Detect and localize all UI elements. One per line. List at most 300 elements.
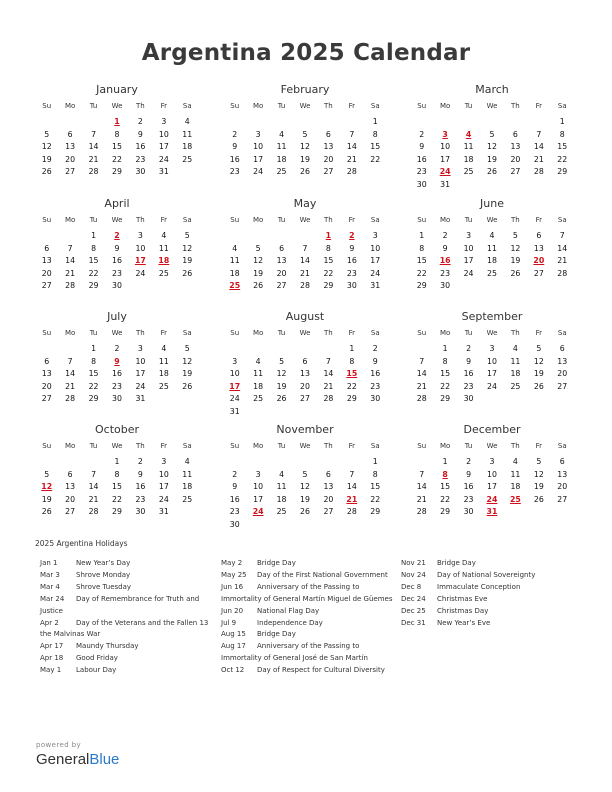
- week-row: [223, 268, 387, 281]
- weekday-label: Th: [511, 329, 520, 337]
- day-cell: 30: [135, 167, 146, 176]
- week-row: [410, 179, 574, 192]
- holiday-day-cell: 4: [465, 129, 472, 139]
- day-cell: 7: [349, 469, 355, 479]
- weekday-header: [223, 214, 387, 227]
- day-cell: 8: [372, 129, 378, 139]
- month-january: [35, 82, 199, 179]
- weekday-label: Sa: [182, 102, 192, 110]
- day-cell: 31: [135, 394, 146, 403]
- holiday-date: Dec 24: [401, 594, 426, 603]
- weekday-label: We: [111, 442, 123, 450]
- day-cell: [223, 343, 246, 356]
- day-cell: 26: [182, 381, 193, 391]
- week-row: [223, 494, 387, 507]
- day-cell: 1: [349, 344, 355, 353]
- weekday-header: [35, 440, 199, 453]
- day-cell: 29: [323, 281, 334, 290]
- day-cell: 6: [559, 344, 565, 353]
- weekday-label: Th: [136, 216, 145, 224]
- weekday-label: We: [299, 216, 311, 224]
- day-cell: 21: [557, 256, 568, 265]
- day-cell: 13: [557, 469, 568, 479]
- day-cell: [551, 506, 574, 519]
- holiday-item: [40, 594, 212, 618]
- day-cell: [527, 393, 550, 406]
- weekday-label: Tu: [464, 102, 473, 110]
- day-cell: 5: [279, 356, 285, 366]
- weekday-label: Mo: [252, 102, 264, 110]
- day-cell: 28: [557, 268, 568, 278]
- weekday-label: Mo: [439, 102, 451, 110]
- week-row: [223, 129, 387, 142]
- day-cell: 14: [88, 142, 99, 151]
- day-cell: 30: [112, 281, 122, 290]
- month-name: March: [475, 83, 509, 96]
- day-cell: 20: [300, 381, 310, 391]
- day-cell: 10: [253, 142, 264, 151]
- day-cell: 27: [557, 494, 568, 504]
- week-row: [35, 356, 199, 369]
- holiday-date: Aug 15: [221, 630, 246, 639]
- weekday-label: Sa: [370, 442, 380, 450]
- day-cell: 17: [158, 142, 169, 151]
- day-cell: 10: [135, 243, 146, 253]
- day-cell: 14: [346, 482, 357, 491]
- day-cell: 1: [442, 457, 448, 466]
- week-row: [410, 268, 574, 281]
- day-cell: 23: [440, 268, 451, 278]
- day-cell: 18: [182, 482, 193, 491]
- day-cell: 11: [276, 142, 287, 151]
- holiday-item: [40, 641, 212, 653]
- day-cell: 5: [489, 129, 495, 139]
- weekday-label: We: [111, 329, 123, 337]
- day-cell: 29: [440, 394, 451, 403]
- day-cell: 16: [135, 482, 146, 491]
- day-cell: 5: [184, 231, 190, 240]
- day-cell: 20: [557, 369, 568, 378]
- month-name: July: [107, 310, 127, 323]
- week-row: [223, 166, 387, 179]
- week-row: [223, 141, 387, 154]
- day-cell: [293, 230, 316, 243]
- day-cell: [270, 519, 293, 532]
- weekday-label: Tu: [464, 329, 473, 337]
- day-cell: [410, 456, 433, 469]
- holiday-day-cell: 17: [134, 256, 146, 265]
- day-cell: 25: [276, 507, 287, 516]
- day-cell: 23: [112, 268, 122, 278]
- day-cell: 16: [229, 154, 240, 164]
- day-cell: 17: [463, 256, 474, 265]
- day-cell: 19: [276, 381, 287, 391]
- month-name: December: [463, 423, 521, 436]
- day-cell: 11: [253, 369, 264, 378]
- holiday-date: Dec 31: [401, 618, 426, 627]
- day-cell: 6: [512, 129, 518, 139]
- day-cell: [293, 343, 316, 356]
- day-cell: [293, 406, 316, 419]
- day-cell: 29: [88, 394, 99, 403]
- day-cell: 19: [300, 494, 310, 504]
- weekday-label: Th: [511, 442, 520, 450]
- day-cell: 13: [533, 243, 544, 253]
- day-cell: 10: [370, 243, 381, 253]
- day-cell: 19: [533, 369, 544, 378]
- weekday-label: Sa: [557, 102, 567, 110]
- day-cell: 9: [114, 243, 120, 253]
- day-cell: 2: [372, 344, 378, 353]
- day-cell: [293, 519, 316, 532]
- week-row: [410, 343, 574, 356]
- week-row: [223, 154, 387, 167]
- weekday-label: We: [299, 442, 311, 450]
- day-cell: 8: [325, 243, 331, 253]
- day-cell: 14: [533, 142, 544, 151]
- week-row: [35, 280, 199, 293]
- day-cell: 19: [41, 154, 52, 164]
- day-cell: 11: [510, 469, 521, 479]
- week-row: [410, 243, 574, 256]
- day-cell: 4: [232, 243, 238, 253]
- day-cell: 6: [559, 457, 565, 466]
- month-name: June: [480, 197, 504, 210]
- month-april: [35, 196, 199, 293]
- day-cell: 29: [557, 167, 568, 176]
- day-cell: 26: [533, 494, 544, 504]
- holiday-item: [40, 558, 212, 570]
- day-cell: 13: [323, 142, 334, 151]
- day-cell: 4: [184, 457, 190, 466]
- day-cell: 29: [416, 281, 427, 290]
- weekday-label: Su: [230, 442, 240, 450]
- weekday-header: [223, 100, 387, 113]
- day-cell: 8: [559, 129, 565, 139]
- weekday-label: Sa: [370, 102, 380, 110]
- holiday-name: Independence Day: [257, 618, 323, 627]
- day-cell: [152, 280, 175, 293]
- holiday-item: [221, 641, 393, 665]
- day-cell: 18: [510, 369, 521, 378]
- holiday-name: Christmas Eve: [437, 594, 488, 603]
- day-cell: 28: [88, 507, 99, 516]
- holiday-item: [40, 665, 212, 677]
- day-cell: 6: [67, 469, 73, 479]
- day-cell: 7: [67, 356, 73, 366]
- weekday-header: [410, 214, 574, 227]
- day-cell: 20: [65, 494, 76, 504]
- weekday-label: Su: [230, 329, 240, 337]
- day-cell: 5: [184, 344, 190, 353]
- day-cell: 21: [65, 268, 76, 278]
- week-row: [35, 129, 199, 142]
- day-cell: 15: [440, 369, 451, 378]
- powered-by-text: powered by: [36, 741, 82, 749]
- day-cell: 8: [91, 243, 97, 253]
- day-cell: 28: [65, 281, 76, 290]
- day-cell: 13: [65, 482, 76, 491]
- holiday-day-cell: 8: [442, 469, 448, 479]
- week-row: [410, 141, 574, 154]
- day-cell: 19: [300, 154, 310, 164]
- day-cell: [223, 116, 246, 129]
- week-row: [410, 116, 574, 129]
- month-name: May: [293, 197, 317, 210]
- day-cell: 19: [182, 256, 193, 265]
- day-cell: [527, 116, 550, 129]
- day-cell: 9: [372, 356, 378, 366]
- day-cell: 30: [112, 394, 122, 403]
- day-cell: 8: [442, 356, 448, 366]
- week-row: [35, 456, 199, 469]
- day-cell: [270, 116, 293, 129]
- holiday-item: [221, 570, 393, 582]
- day-cell: 29: [112, 167, 122, 176]
- day-cell: 17: [158, 482, 169, 491]
- week-row: [410, 356, 574, 369]
- holiday-date: Dec 8: [401, 582, 422, 591]
- week-row: [223, 481, 387, 494]
- day-cell: 27: [65, 507, 76, 516]
- holiday-date: Oct 12: [221, 666, 245, 675]
- day-cell: [58, 456, 81, 469]
- day-cell: 24: [158, 154, 169, 164]
- day-cell: [317, 456, 340, 469]
- day-cell: 6: [302, 356, 308, 366]
- holiday-date: Mar 24: [40, 594, 65, 603]
- weekday-header: [410, 327, 574, 340]
- week-row: [35, 506, 199, 519]
- day-cell: 5: [44, 469, 50, 479]
- day-cell: 3: [137, 344, 143, 353]
- day-cell: [246, 343, 269, 356]
- day-cell: [527, 280, 550, 293]
- week-row: [35, 255, 199, 268]
- holiday-item: [401, 606, 573, 618]
- day-cell: 21: [300, 268, 310, 278]
- holiday-item: [40, 582, 212, 594]
- holiday-date: May 1: [40, 666, 62, 675]
- day-cell: 3: [489, 457, 495, 466]
- day-cell: 8: [349, 356, 355, 366]
- weekday-label: We: [111, 216, 123, 224]
- holiday-name: Labour Day: [76, 666, 117, 675]
- day-cell: 7: [67, 243, 73, 253]
- day-cell: [457, 179, 480, 192]
- day-cell: 21: [416, 381, 427, 391]
- holiday-day-cell: 31: [486, 507, 498, 516]
- holiday-name: New Year’s Eve: [437, 618, 491, 627]
- holiday-day-cell: 2: [114, 231, 120, 240]
- day-cell: 30: [463, 394, 474, 403]
- day-cell: 14: [557, 243, 568, 253]
- month-name: April: [104, 197, 130, 210]
- weekday-label: Mo: [64, 216, 76, 224]
- holiday-name: Anniversary of the Passing to Immortality of General Martín Miguel de Güemes: [221, 582, 393, 603]
- weekday-label: Su: [417, 102, 427, 110]
- day-cell: 18: [276, 154, 287, 164]
- weekday-header: [410, 440, 574, 453]
- week-row: [410, 255, 574, 268]
- day-cell: 10: [253, 482, 264, 491]
- day-cell: [317, 116, 340, 129]
- weekday-label: Sa: [370, 329, 380, 337]
- holiday-day-cell: 12: [41, 482, 53, 491]
- week-row: [410, 506, 574, 519]
- day-cell: 12: [487, 142, 497, 151]
- day-cell: 28: [346, 167, 357, 176]
- day-cell: 23: [463, 381, 474, 391]
- week-row: [35, 469, 199, 482]
- holiday-day-cell: 20: [533, 256, 545, 265]
- holiday-name: Day of Respect for Cultural Diversity: [257, 666, 385, 675]
- day-cell: 1: [91, 344, 97, 353]
- holiday-date: Jun 16: [221, 582, 244, 591]
- weekday-header: [223, 440, 387, 453]
- week-row: [35, 116, 199, 129]
- day-cell: 25: [182, 494, 193, 504]
- week-row: [410, 456, 574, 469]
- weekday-label: Sa: [557, 216, 567, 224]
- weekday-label: Sa: [182, 442, 192, 450]
- day-cell: 25: [182, 154, 193, 164]
- weekday-label: Th: [324, 442, 333, 450]
- day-cell: 9: [137, 129, 143, 139]
- weekday-label: We: [486, 442, 498, 450]
- page-title: Argentina 2025 Calendar: [141, 40, 471, 66]
- day-cell: 12: [300, 482, 310, 491]
- day-cell: 20: [41, 381, 52, 391]
- day-cell: 13: [41, 369, 52, 378]
- day-cell: 22: [88, 381, 99, 391]
- holiday-date: Jul 9: [221, 618, 237, 627]
- day-cell: 21: [346, 154, 357, 164]
- week-row: [410, 368, 574, 381]
- day-cell: 9: [466, 469, 472, 479]
- day-cell: 30: [229, 519, 240, 529]
- week-row: [223, 343, 387, 356]
- month-name: August: [285, 310, 325, 323]
- weekday-label: Fr: [348, 442, 356, 450]
- day-cell: 10: [135, 356, 146, 366]
- holiday-date: May 2: [221, 559, 243, 567]
- day-cell: 7: [349, 129, 355, 139]
- weekday-label: Mo: [439, 216, 451, 224]
- week-row: [410, 154, 574, 167]
- day-cell: 13: [323, 482, 334, 491]
- holiday-day-cell: 25: [509, 494, 521, 504]
- day-cell: 22: [88, 268, 99, 278]
- day-cell: [58, 230, 81, 243]
- week-row: [223, 456, 387, 469]
- holiday-name: Bridge Day: [257, 559, 296, 567]
- month-may: [223, 196, 387, 293]
- day-cell: [480, 116, 503, 129]
- day-cell: 24: [370, 268, 381, 278]
- day-cell: 15: [112, 482, 122, 491]
- day-cell: [270, 230, 293, 243]
- week-row: [223, 368, 387, 381]
- day-cell: 1: [114, 457, 120, 466]
- weekday-label: Tu: [89, 442, 98, 450]
- holidays-column-3: [401, 558, 573, 629]
- day-cell: 9: [419, 142, 425, 151]
- weekday-label: Tu: [277, 442, 286, 450]
- weekday-label: Su: [230, 102, 240, 110]
- day-cell: 23: [229, 507, 240, 516]
- day-cell: [176, 280, 199, 293]
- week-row: [223, 381, 387, 394]
- day-cell: 11: [276, 482, 287, 491]
- week-row: [35, 393, 199, 406]
- holiday-name: Bridge Day: [437, 559, 476, 567]
- day-cell: 1: [372, 457, 378, 466]
- day-cell: [246, 406, 269, 419]
- weekday-label: Tu: [89, 216, 98, 224]
- day-cell: [340, 519, 363, 532]
- holiday-item: [221, 558, 393, 570]
- week-row: [223, 230, 387, 243]
- day-cell: 11: [463, 142, 474, 151]
- week-row: [223, 255, 387, 268]
- day-cell: 18: [510, 482, 521, 491]
- day-cell: [58, 343, 81, 356]
- holiday-date: Apr 18: [40, 654, 64, 663]
- day-cell: 24: [463, 268, 474, 278]
- weekday-label: Fr: [160, 442, 168, 450]
- day-cell: 28: [65, 394, 76, 403]
- day-cell: 30: [135, 507, 146, 516]
- day-cell: 2: [114, 344, 120, 353]
- day-cell: 27: [65, 167, 76, 176]
- day-cell: 25: [158, 381, 169, 391]
- day-cell: [480, 280, 503, 293]
- day-cell: 26: [182, 268, 193, 278]
- day-cell: [176, 506, 199, 519]
- weekday-label: Fr: [160, 102, 168, 110]
- day-cell: 29: [112, 507, 122, 516]
- day-cell: 19: [41, 494, 52, 504]
- week-row: [223, 519, 387, 532]
- day-cell: 20: [557, 482, 568, 491]
- generalblue-logo[interactable]: [36, 751, 119, 768]
- week-row: [35, 481, 199, 494]
- week-row: [410, 494, 574, 507]
- day-cell: [527, 506, 550, 519]
- holiday-item: [40, 618, 212, 642]
- day-cell: 12: [533, 469, 544, 479]
- weekday-label: Sa: [557, 442, 567, 450]
- holiday-date: Apr 2: [40, 618, 59, 627]
- weekday-header: [223, 327, 387, 340]
- day-cell: 15: [440, 482, 451, 491]
- weekday-label: Th: [324, 329, 333, 337]
- week-row: [35, 368, 199, 381]
- holiday-name: Day of the First National Government: [257, 570, 388, 579]
- day-cell: 15: [557, 142, 568, 151]
- day-cell: 24: [253, 167, 264, 176]
- day-cell: 26: [276, 394, 287, 403]
- day-cell: [551, 280, 574, 293]
- day-cell: 23: [229, 167, 240, 176]
- month-november: [223, 422, 387, 531]
- week-row: [410, 469, 574, 482]
- day-cell: 18: [182, 142, 193, 151]
- day-cell: 11: [487, 243, 497, 253]
- day-cell: 22: [112, 494, 122, 504]
- day-cell: 22: [112, 154, 122, 164]
